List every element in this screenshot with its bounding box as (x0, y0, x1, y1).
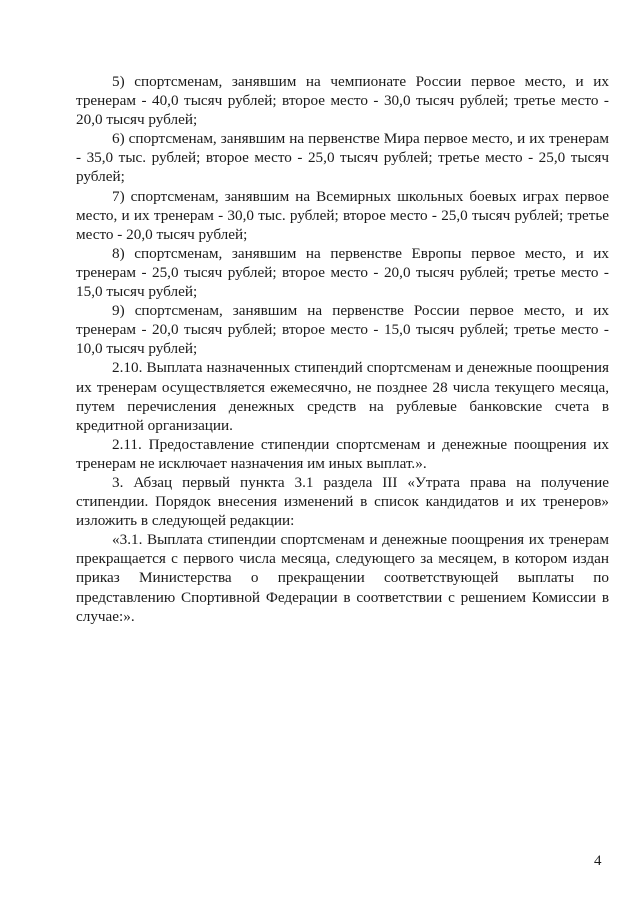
paragraph-item-5-russia-championship: 5) спортсменам, занявшим на чемпионате России первое место, и их тренерам - 40,0 тысяч рублей; второе место - 30,0 тысяч рублей; третье место - 20,0 тысяч рублей; (76, 73, 609, 129)
paragraph-clause-2-11: 2.11. Предоставление стипендии спортсменам и денежные поощрения их тренерам не исключает назначения им иных выплат.». (76, 435, 609, 472)
paragraph-clause-2-10: 2.10. Выплата назначенных стипендий спортсменам и денежные поощрения их тренерам осуществляется ежемесячно, не позднее 28 числа текущего месяца, путем перечисления денежных средств на рублевые банковские счета в кредитной организации. (76, 359, 609, 434)
paragraph-item-9-russia-youth: 9) спортсменам, занявшим на первенстве России первое место, и их тренерам - 20,0 тысяч рублей; второе место - 15,0 тысяч рублей; третье место - 10,0 тысяч рублей; (76, 302, 609, 358)
page-number: 4 (594, 853, 602, 869)
paragraph-amendment-3: 3. Абзац первый пункта 3.1 раздела III «Утрата права на получение стипендии. Порядок внесения изменений в список кандидатов и их тренеров» изложить в следующей редакции: (76, 473, 609, 530)
document-body (76, 72, 609, 626)
paragraph-clause-3-1-quote: «3.1. Выплата стипендии спортсменам и денежные поощрения их тренерам прекращается с первого числа месяца, следующего за месяцем, в котором издан приказ Министерства о прекращении соответствующей выплаты по представлению Спортивной Федерации в соответствии с решением Комиссии в случае:». (76, 531, 609, 625)
paragraph-item-6-world-youth: 6) спортсменам, занявшим на первенстве Мира первое место, и их тренерам - 35,0 тыс. рублей; второе место - 25,0 тысяч рублей; третье место - 25,0 тысяч рублей; (76, 130, 609, 186)
paragraph-item-7-school-games: 7) спортсменам, занявшим на Всемирных школьных боевых играх первое место, и их тренерам - 30,0 тыс. рублей; второе место - 25,0 тысяч рублей; третье место - 20,0 тысяч рублей; (76, 187, 609, 243)
paragraph-item-8-europe-youth: 8) спортсменам, занявшим на первенстве Европы первое место, и их тренерам - 25,0 тысяч рублей; второе место - 20,0 тысяч рублей; третье место - 15,0 тысяч рублей; (76, 244, 609, 301)
